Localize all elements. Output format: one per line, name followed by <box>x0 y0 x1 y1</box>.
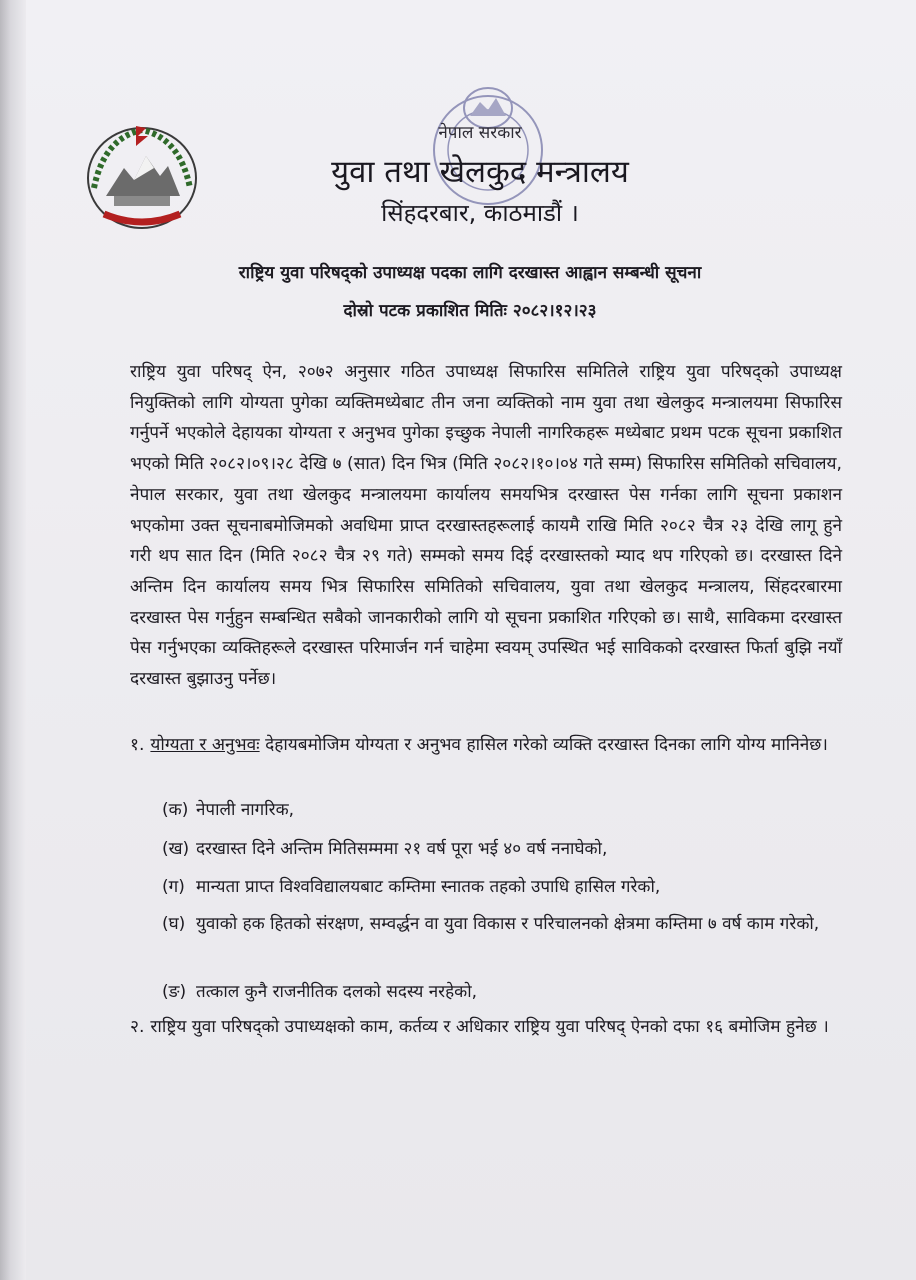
list-item <box>162 910 822 938</box>
section-heading: योग्यता र अनुभवः <box>150 735 260 755</box>
section-qualification <box>130 730 842 760</box>
ministry-name: युवा तथा खेलकुद मन्त्रालय <box>331 154 629 190</box>
section-text: देहायबमोजिम योग्यता र अनुभव हासिल गरेको व्यक्ति दरखास्त दिनका लागि योग्य मानिनेछ। <box>265 735 828 755</box>
government-heading: नेपाल सरकार <box>438 123 522 143</box>
nepal-emblem-icon <box>84 118 200 232</box>
list-item-label: (ख) <box>162 839 190 859</box>
list-item-label: (ङ) <box>162 982 187 1002</box>
scan-page-edge <box>0 0 26 1280</box>
notice-body-paragraph: राष्ट्रिय युवा परिषद् ऐन, २०७२ अनुसार गठित उपाध्यक्ष सिफारिस समितिले राष्ट्रिय युवा परिषद्को उपाध्यक्ष नियुक्तिको लागि योग्यता पुगेका व्यक्तिमध्येबाट तीन जना व्यक्तिको नाम युवा तथा खेलकुद मन्त्रालयमा सिफारिस गर्नुपर्ने भएकोले देहायका योग्यता र अनुभव पुगेका इच्छुक नेपाली नागरिकहरू मध्येबाट प्रथम पटक सूचना प्रकाशित भएको मिति २०८२।०९।२८ देखि ७ (सात) दिन भित्र (मिति २०८२।१०।०४ गते सम्म) सिफारिस समितिको सचिवालय, नेपाल सरकार, युवा तथा खेलकुद मन्त्रालयमा कार्यालय समयभित्र दरखास्त पेस गर्नका लागि सूचना प्रकाशन भएकोमा उक्त सूचनाबमोजिमको अवधिमा प्राप्त दरखास्तहरूलाई कायमै राखि मिति २०८२ चैत्र २३ देखि लागू हुने गरी थप सात दिन (मिति २०८२ चैत्र २९ गते) सम्मको समय दिई दरखास्तको म्याद थप गरिएको छ। दरखास्त दिने अन्तिम दिन कार्यालय समय भित्र सिफारिस समितिको सचिवालय, युवा तथा खेलकुद मन्त्रालय, सिंहदरबारमा दरखास्त पेस गर्नुहुन सम्बन्धित सबैको जानकारीको लागि यो सूचना प्रकाशित गरिएको छ। साथै, साविकमा दरखास्त पेस गर्नुभएका व्यक्तिहरूले दरखास्त परिमार्जन गर्न चाहेमा स्वयम् उपस्थित भई साविकको दरखास्त फिर्ता बुझि नयाँ दरखास्त बुझाउनु पर्नेछ। <box>130 362 842 690</box>
ministry-seal-stamp <box>428 82 548 212</box>
list-item-text: मान्यता प्राप्त विश्वविद्यालयबाट कम्तिमा स्नातक तहको उपाधि हासिल गरेको, <box>196 877 661 897</box>
list-item <box>162 873 822 901</box>
list-item-text: दरखास्त दिने अन्तिम मितिसम्ममा २१ वर्ष पूरा भई ४० वर्ष ननाघेको, <box>196 839 608 859</box>
list-item <box>162 835 822 863</box>
section-number: १. <box>130 735 145 755</box>
notice-title: राष्ट्रिय युवा परिषद्को उपाध्यक्ष पदका लागि दरखास्त आह्वान सम्बन्धी सूचना <box>238 263 702 283</box>
list-item-text: युवाको हक हितको संरक्षण, सम्वर्द्धन वा युवा विकास र परिचालनको क्षेत्रमा कम्तिमा ७ वर्ष काम गरेको, <box>196 914 820 934</box>
section-text: राष्ट्रिय युवा परिषद्को उपाध्यक्षको काम, कर्तव्य र अधिकार राष्ट्रिय युवा परिषद् ऐनको दफा १६ बमोजिम हुनेछ । <box>150 1017 829 1037</box>
list-item <box>162 796 822 824</box>
list-item-label: (क) <box>162 800 189 820</box>
list-item <box>162 978 822 1006</box>
list-item-text: तत्काल कुनै राजनीतिक दलको सदस्य नरहेको, <box>196 982 478 1002</box>
list-item-label: (घ) <box>162 914 186 934</box>
section-duties <box>130 1012 842 1042</box>
section-number: २. <box>130 1017 145 1037</box>
ministry-address: सिंहदरबार, काठमाडौं । <box>381 199 579 227</box>
list-item-text: नेपाली नागरिक, <box>196 800 295 820</box>
notice-publish-date: दोस्रो पटक प्रकाशित मितिः २०८२।१२।२३ <box>343 301 597 321</box>
list-item-label: (ग) <box>162 877 185 897</box>
